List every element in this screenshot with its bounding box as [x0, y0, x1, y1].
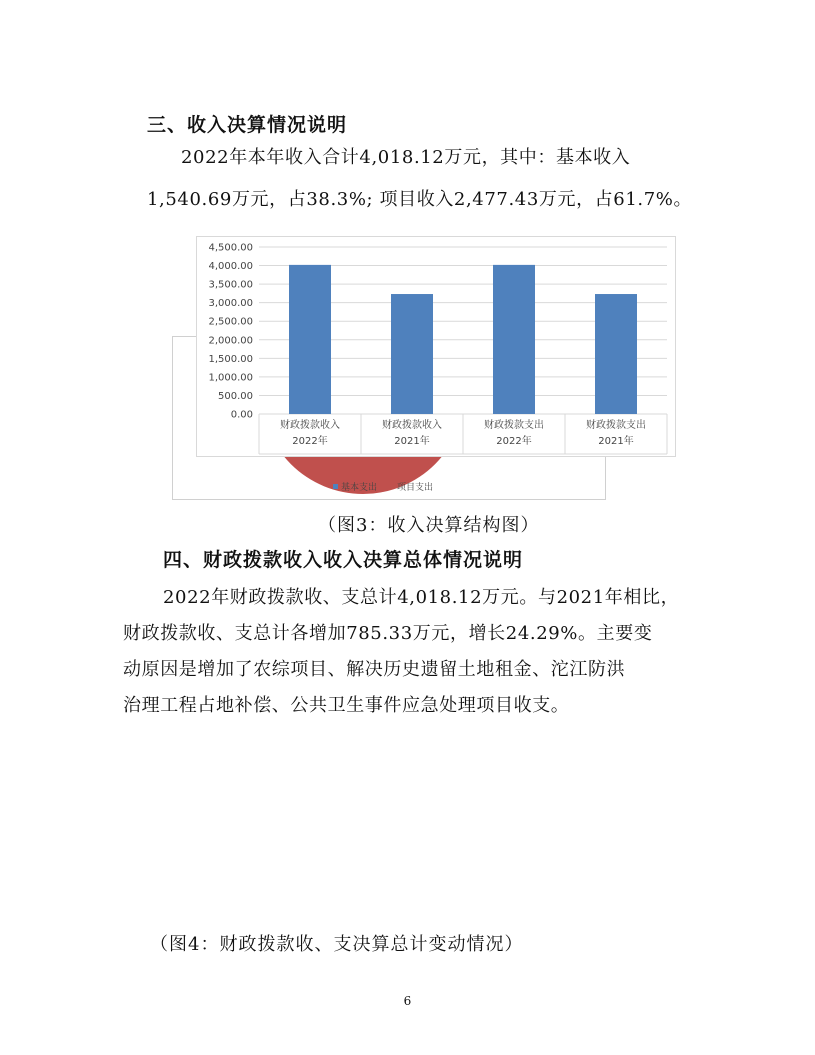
- y-tick-label: 1,500.00: [208, 353, 253, 365]
- legend-swatch-blue: [333, 484, 338, 489]
- section4-line-4: 治理工程占地补偿、公共卫生事件应急处理项目收支。: [123, 695, 570, 716]
- section4-line-3: 动原因是增加了农综项目、解决历史遗留土地租金、沱江防洪: [123, 659, 626, 680]
- section3-line-1: 2022年本年收入合计4,018.12万元，其中：基本收入: [181, 147, 631, 168]
- section4-line-1: 2022年财政拨款收、支总计4,018.12万元。与2021年相比，: [163, 587, 680, 608]
- x-tick-year-label: 2021年: [598, 436, 634, 447]
- legend-item-project: [389, 480, 433, 493]
- y-tick-label: 4,000.00: [208, 261, 253, 273]
- x-tick-year-label: 2022年: [292, 436, 328, 447]
- y-tick-label: 4,500.00: [208, 242, 253, 254]
- legend-item-basic: [333, 480, 377, 493]
- y-tick-label: 3,500.00: [208, 279, 253, 291]
- page-number: 6: [403, 994, 412, 1008]
- bar: [595, 294, 637, 414]
- bar-chart: [196, 236, 676, 457]
- section3-heading: 三、收入决算情况说明: [147, 114, 348, 136]
- bar: [289, 265, 331, 414]
- x-tick-label: 财政拨款支出: [586, 420, 646, 431]
- figure4-caption: （图4：财政拨款收、支决算总计变动情况）: [150, 934, 524, 955]
- legend-label-project: 项目支出: [397, 483, 434, 493]
- y-tick-label: 0.00: [230, 409, 253, 421]
- x-tick-year-label: 2022年: [496, 436, 532, 447]
- figure3-caption: （图3：收入决算结构图）: [318, 515, 540, 536]
- section4-line-2: 财政拨款收、支总计各增加785.33万元，增长24.29%。主要变: [123, 623, 653, 644]
- section4-heading: 四、财政拨款收入收入决算总体情况说明: [163, 549, 524, 571]
- y-tick-label: 500.00: [218, 390, 253, 402]
- bar: [493, 265, 535, 414]
- y-tick-label: 2,000.00: [208, 335, 253, 347]
- legend-swatch-red: [389, 484, 394, 489]
- section3-line-2: 1,540.69万元，占38.3%; 项目收入2,477.43万元，占61.7%。: [147, 189, 693, 210]
- x-tick-label: 财政拨款收入: [382, 420, 442, 431]
- bar-chart-svg: [197, 237, 675, 456]
- legend-label-basic: 基本支出: [341, 483, 378, 493]
- y-tick-label: 3,000.00: [208, 298, 253, 310]
- bar: [391, 294, 433, 414]
- x-tick-label: 财政拨款支出: [484, 420, 544, 431]
- chart-legend: [333, 480, 433, 493]
- x-tick-year-label: 2021年: [394, 436, 430, 447]
- y-tick-label: 1,000.00: [208, 372, 253, 384]
- x-tick-label: 财政拨款收入: [280, 420, 340, 431]
- y-tick-label: 2,500.00: [208, 316, 253, 328]
